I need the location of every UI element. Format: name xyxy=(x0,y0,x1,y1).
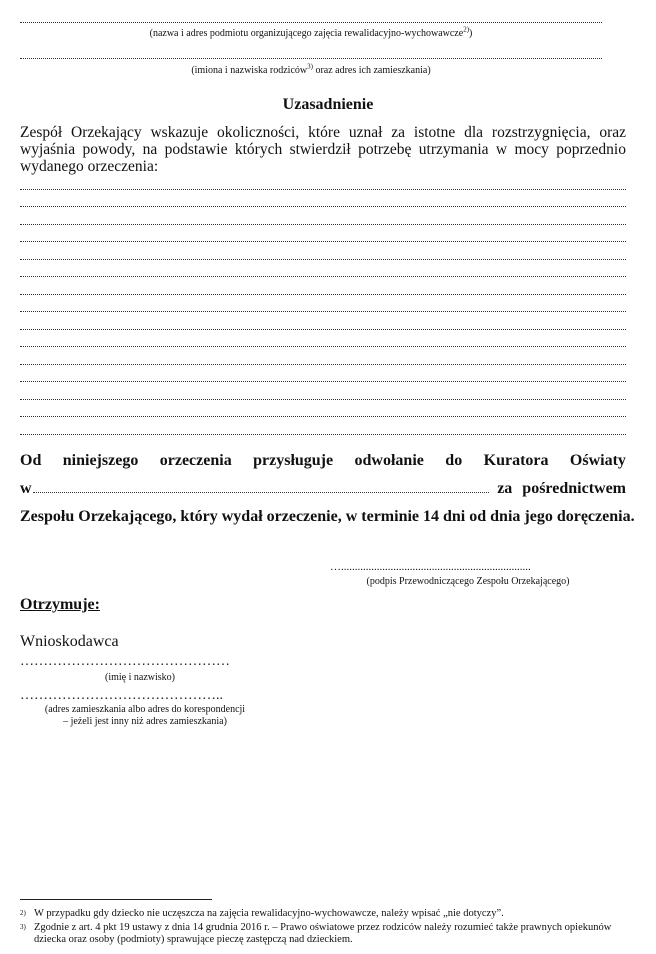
applicant-label: Wnioskodawca xyxy=(20,633,119,650)
justification-line xyxy=(20,311,626,312)
justification-line xyxy=(20,399,626,400)
justification-title: Uzasadnienie xyxy=(282,96,374,113)
parents-caption: (imiona i nazwiska rodziców$^{3)}$ oraz adres ich zamieszkania) xyxy=(191,62,431,76)
justification-line xyxy=(20,346,626,347)
appeal-line-1: Od niniejszego orzeczenia przysługuje odwołanie do Kuratora Oświaty xyxy=(20,452,626,469)
justification-line xyxy=(20,381,626,382)
recipients-heading: Otrzymuje: xyxy=(20,596,100,613)
justification-line xyxy=(20,189,626,190)
justification-line xyxy=(20,364,626,365)
appeal-line-3: Zespołu Orzekającego, który wydał orzeczenie, w terminie 14 dni od dnia jego doręczenia. xyxy=(20,508,635,525)
justification-line xyxy=(20,224,626,225)
footnote-2: 2) W przypadku gdy dziecko nie uczęszcza na zajęcia rewalidacyjno-wychowawcze, należy wpisać „nie dotyczy”. xyxy=(20,908,504,919)
entity-dotted-line xyxy=(20,22,602,23)
applicant-address-dots: …………………………………….. xyxy=(20,688,223,703)
justification-line xyxy=(20,276,626,277)
justification-line xyxy=(20,294,626,295)
signature-dots: …..................................................................... xyxy=(330,561,531,573)
applicant-name-caption: (imię i nazwisko) xyxy=(105,672,175,683)
parents-dotted-line xyxy=(20,58,602,59)
justification-intro: Zespół Orzekający wskazuje okoliczności, które uznał za istotne dla rozstrzygnięcia, oraz wyjaśnia powody, na podstawie których stwierdził potrzebę utrzymania w mocy poprzednio wydanego orzeczenia: xyxy=(20,124,626,175)
signature-caption: (podpis Przewodniczącego Zespołu Orzekającego) xyxy=(366,576,570,587)
justification-line xyxy=(20,206,626,207)
justification-line xyxy=(20,416,626,417)
applicant-address-caption: (adres zamieszkania albo adres do korespondencji – jeżeli jest inny niż adres zamieszkania) xyxy=(44,704,246,727)
justification-line xyxy=(20,434,626,435)
authority-dotted-field xyxy=(33,492,490,493)
footnote-separator xyxy=(20,899,212,900)
applicant-name-dots: ……………………………………… xyxy=(20,654,230,669)
justification-line xyxy=(20,329,626,330)
entity-caption: (nazwa i adres podmiotu organizującego zajęcia rewalidacyjno-wychowawcze$^{2)}$) xyxy=(149,25,473,39)
appeal-line-2: w za pośrednictwem xyxy=(20,480,626,497)
footnote-3: 3) Zgodnie z art. 4 pkt 19 ustawy z dnia 14 grudnia 2016 r. – Prawo oświatowe przez rodziców należy rozumieć także prawnych opiekunów dziecka oraz osoby (podmioty) sprawujące pieczę zastępczą nad dzieckiem. xyxy=(20,922,612,945)
justification-line xyxy=(20,241,626,242)
justification-line xyxy=(20,259,626,260)
